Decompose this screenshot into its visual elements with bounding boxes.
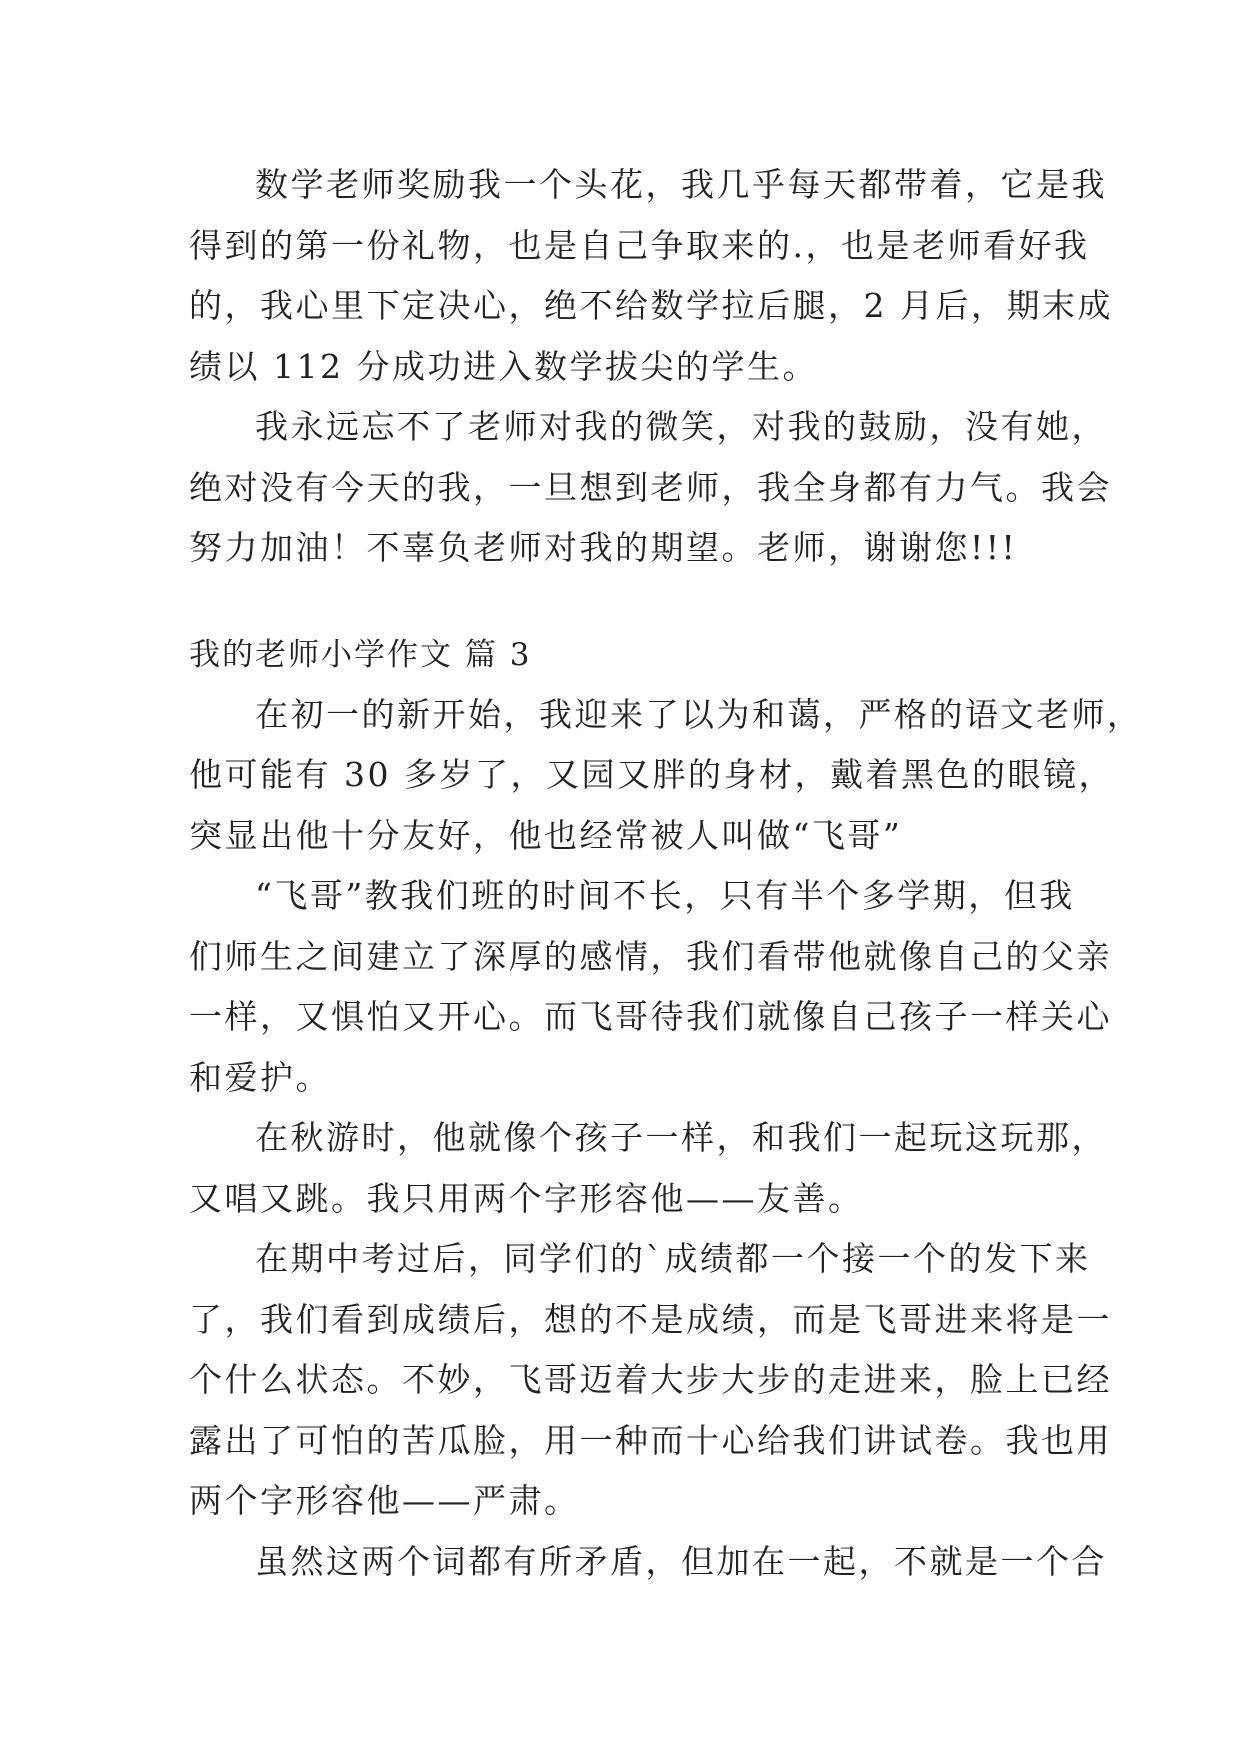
paragraph xyxy=(189,1229,1112,1532)
paragraph xyxy=(189,1532,1107,1593)
text-line: 在初一的新开始，我迎来了以为和蔼，严格的语文老师， xyxy=(255,694,1143,734)
paragraph xyxy=(189,685,1143,867)
text-line: 在秋游时，他就像个孩子一样，和我们一起玩这玩那， xyxy=(255,1118,1107,1157)
text-line: 们师生之间建立了深厚的感情，我们看带他就像自己的父亲 xyxy=(189,936,1112,976)
text-line: 一样，又惧怕又开心。而飞哥待我们就像自己孩子一样关心 xyxy=(189,997,1112,1036)
text-line: 露出了可怕的苦瓜脸，用一种而十心给我们讲试卷。我也用 xyxy=(189,1420,1112,1460)
text-line: 的，我心里下定决心，绝不给数学拉后腿，2 月后，期末成 xyxy=(189,286,1113,325)
text-line: 两个字形容他——严肃。 xyxy=(189,1481,580,1520)
text-line: 在期中考过后，同学们的`成绩都一个接一个的发下来 xyxy=(255,1239,1091,1278)
text-line: 突显出他十分友好，他也经常被人叫做“飞哥” xyxy=(189,815,903,855)
text-line: 又唱又跳。我只用两个字形容他——友善。 xyxy=(189,1178,864,1218)
text-line: 绝对没有今天的我，一旦想到老师，我全身都有力气。我会 xyxy=(189,467,1112,507)
text-line: 了，我们看到成绩后，想的不是成绩，而是飞哥进来将是一 xyxy=(189,1299,1112,1339)
text-line: 我永远忘不了老师对我的微笑，对我的鼓励，没有她， xyxy=(255,407,1107,446)
section-heading: 我的老师小学作文 篇 3 xyxy=(189,636,532,673)
text-line: 和爱护。 xyxy=(189,1057,331,1097)
paragraph xyxy=(189,1108,1107,1229)
paragraph xyxy=(189,397,1112,579)
text-line: 绩以 112 分成功进入数学拔尖的学生。 xyxy=(189,346,818,386)
text-line: 他可能有 30 多岁了，又园又胖的身材，戴着黑色的眼镜， xyxy=(189,755,1114,794)
paragraph xyxy=(189,155,1113,397)
paragraph xyxy=(189,866,1112,1108)
text-line: 个什么状态。不妙，飞哥迈着大步大步的走进来，脸上已经 xyxy=(189,1360,1112,1399)
text-line: 数学老师奖励我一个头花，我几乎每天都带着，它是我 xyxy=(255,165,1107,204)
text-line: 虽然这两个词都有所矛盾，但加在一起，不就是一个合 xyxy=(255,1541,1107,1581)
text-line: 努力加油！不辜负老师对我的期望。老师，谢谢您!!! xyxy=(189,528,1018,567)
text-line: “飞哥”教我们班的时间不长，只有半个多学期，但我 xyxy=(255,876,1075,915)
text-line: 得到的第一份礼物，也是自己争取来的.，也是老师看好我 xyxy=(189,225,1090,265)
document-body xyxy=(189,155,1143,1592)
